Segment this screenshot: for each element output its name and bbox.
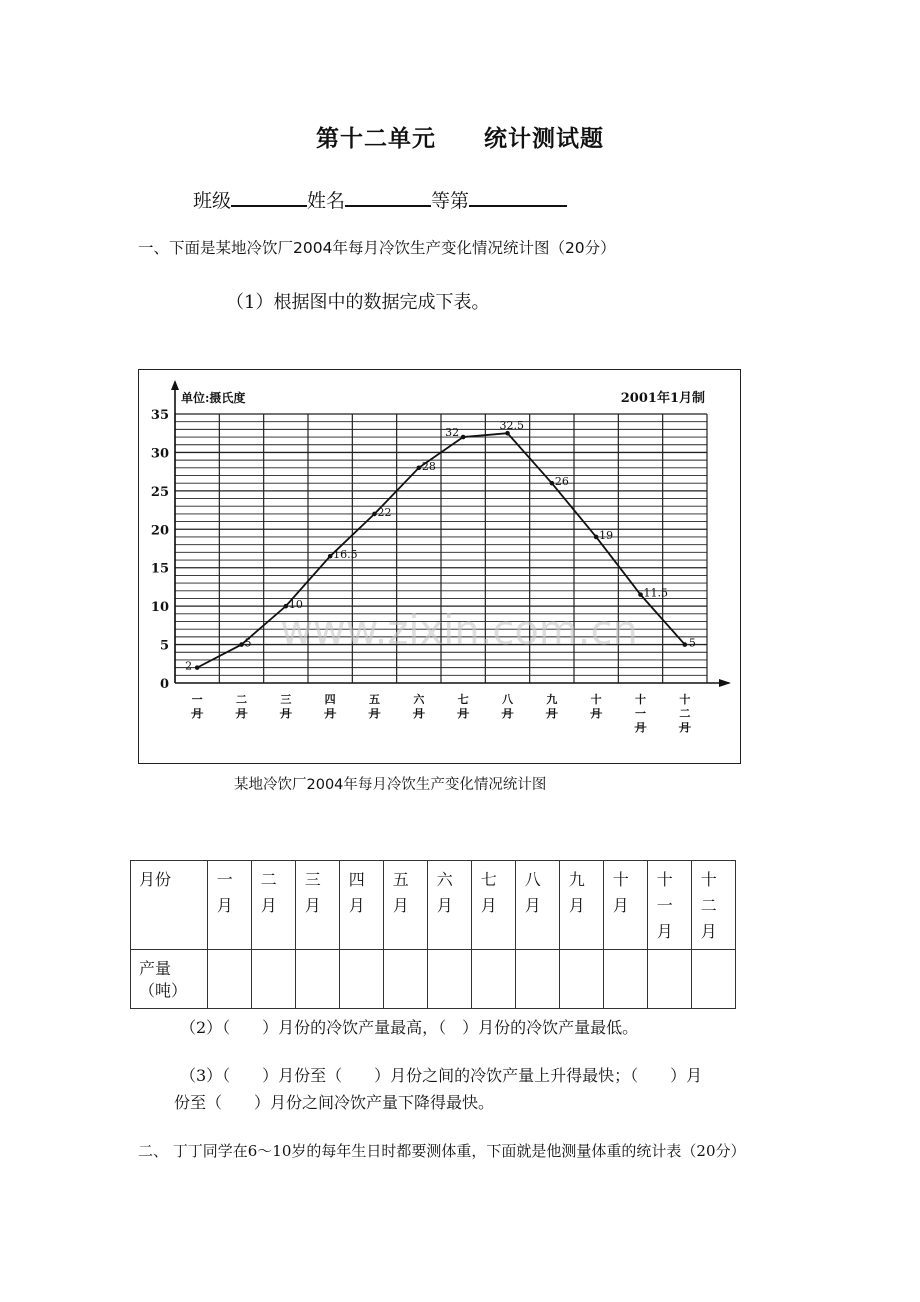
- data-point: [638, 592, 643, 597]
- data-label: 5: [688, 636, 696, 650]
- month-cell: [560, 861, 604, 950]
- data-label: 16.5: [333, 548, 358, 562]
- data-label: 32: [445, 426, 460, 440]
- data-point: [683, 642, 688, 647]
- month-cell-char: 二: [260, 870, 277, 889]
- month-cell-char: 九: [568, 870, 585, 889]
- output-input-cell[interactable]: [208, 950, 252, 1009]
- x-tick-label: 八: [502, 693, 513, 706]
- data-label: 32.5: [499, 419, 524, 433]
- data-point: [284, 604, 289, 609]
- month-cell: [208, 861, 252, 950]
- data-label: 10: [288, 598, 303, 612]
- page-title: [0, 120, 920, 153]
- output-header-cell: [131, 950, 208, 1009]
- month-cell-char: 一: [656, 896, 673, 915]
- output-header: 产量: [139, 959, 172, 978]
- student-info-line: [193, 185, 567, 213]
- x-tick-label: 月: [679, 721, 691, 734]
- question-1-sub3-line2: 份至（ ）月份之间冷饮产量下降得最快。: [174, 1093, 495, 1112]
- month-cell-char: 七: [480, 870, 497, 889]
- y-axis-arrow: [171, 380, 179, 390]
- month-cell-char: 月: [524, 896, 541, 915]
- x-tick-label: 月: [413, 707, 425, 720]
- data-label: 11.5: [643, 586, 668, 600]
- x-tick-label: 十: [590, 693, 602, 706]
- month-cell-char: 二: [700, 896, 717, 915]
- month-cell: [648, 861, 692, 950]
- month-cell: [340, 861, 384, 950]
- data-point: [461, 435, 466, 440]
- month-cell-char: 月: [656, 922, 673, 941]
- data-point: [239, 642, 244, 647]
- y-tick-label: 35: [150, 408, 169, 423]
- month-cell: [296, 861, 340, 950]
- x-tick-label: 一: [635, 707, 646, 720]
- question-2-heading: 二、 丁丁同学在6～10岁的每年生日时都要测体重，下面就是他测量体重的统计表（20分）: [138, 1142, 746, 1160]
- x-tick-label: 七: [457, 693, 469, 706]
- output-input-cell[interactable]: [428, 950, 472, 1009]
- class-label: 班级: [193, 190, 232, 212]
- month-cell-char: 三: [304, 870, 321, 889]
- month-cell-char: 一: [216, 870, 233, 889]
- month-header-cell: [131, 861, 208, 950]
- x-axis-arrow: [719, 679, 731, 687]
- x-tick-label: 五: [369, 693, 380, 706]
- question-1-sub1: （1）根据图中的数据完成下表。: [226, 292, 490, 313]
- x-tick-label: 十: [679, 693, 691, 706]
- output-input-cell[interactable]: [296, 950, 340, 1009]
- output-input-cell[interactable]: [692, 950, 736, 1009]
- x-tick-label: 九: [546, 693, 558, 706]
- x-tick-label: 月: [590, 707, 602, 720]
- month-cell-char: 四: [348, 870, 365, 889]
- data-label: 28: [421, 459, 436, 473]
- data-point: [372, 512, 377, 517]
- title-subject: 统计测试题: [484, 125, 604, 152]
- data-label: 2: [185, 659, 193, 673]
- data-point: [417, 466, 422, 471]
- output-input-cell[interactable]: [604, 950, 648, 1009]
- output-input-cell[interactable]: [560, 950, 604, 1009]
- month-cell-char: 月: [348, 896, 365, 915]
- month-cell: [604, 861, 648, 950]
- x-tick-label: 一: [191, 693, 203, 706]
- month-cell-char: 六: [436, 870, 453, 889]
- month-cell: [428, 861, 472, 950]
- month-cell-char: 月: [480, 896, 497, 915]
- x-tick-label: 月: [635, 721, 646, 734]
- month-cell-char: 月: [436, 896, 453, 915]
- month-cell: [692, 861, 736, 950]
- output-input-cell[interactable]: [252, 950, 296, 1009]
- question-1-heading: 一、下面是某地冷饮厂2004年每月冷饮生产变化情况统计图（20分）: [138, 239, 616, 257]
- month-cell-char: 十: [700, 870, 717, 889]
- data-point: [550, 481, 555, 486]
- name-blank[interactable]: [345, 185, 431, 207]
- month-cell-char: 月: [216, 896, 233, 915]
- unit-label: 单位:摄氏度: [181, 391, 246, 405]
- title-unit: 第十二单元: [316, 125, 436, 152]
- month-cell: [516, 861, 560, 950]
- month-cell-char: 八: [524, 870, 541, 889]
- x-tick-label: 二: [236, 693, 247, 706]
- month-cell-char: 十: [656, 870, 673, 889]
- month-header: 月份: [139, 870, 172, 889]
- x-tick-label: 月: [280, 707, 292, 720]
- x-tick-label: 四: [324, 693, 336, 706]
- y-tick-label: 15: [150, 561, 169, 577]
- question-1-sub2: （2）（ ）月份的冷饮产量最高，（ ）月份的冷饮产量最低。: [180, 1018, 639, 1037]
- data-point: [328, 554, 333, 559]
- output-input-cell[interactable]: [384, 950, 428, 1009]
- x-tick-label: 月: [546, 707, 558, 720]
- chart-frame: [138, 369, 741, 764]
- x-tick-label: 十: [635, 693, 646, 706]
- data-label: 5: [244, 636, 252, 650]
- question-1-sub3-line1: （3）（ ）月份至（ ）月份之间的冷饮产量上升得最快；（ ）月: [180, 1066, 703, 1085]
- month-cell-char: 月: [700, 922, 717, 941]
- output-input-cell[interactable]: [472, 950, 516, 1009]
- data-label: 26: [554, 475, 569, 489]
- month-cell-char: 月: [612, 896, 629, 915]
- x-tick-label: 月: [502, 707, 513, 720]
- output-input-cell[interactable]: [516, 950, 560, 1009]
- data-label: 22: [377, 505, 392, 519]
- x-tick-label: 二: [679, 707, 691, 720]
- month-cell-char: 月: [304, 896, 321, 915]
- output-unit: （吨）: [139, 981, 188, 1000]
- y-tick-label: 10: [150, 600, 169, 616]
- x-tick-label: 月: [191, 707, 203, 720]
- month-cell-char: 月: [392, 896, 409, 915]
- grade-label: 等第: [431, 190, 470, 212]
- y-tick-label: 0: [159, 677, 169, 692]
- data-point: [594, 535, 599, 540]
- month-cell-char: 五: [392, 870, 409, 889]
- month-cell-char: 月: [260, 896, 277, 915]
- x-tick-label: 月: [236, 707, 247, 720]
- x-tick-label: 六: [413, 693, 425, 706]
- month-cell: [472, 861, 516, 950]
- production-table: [130, 860, 736, 1009]
- x-tick-label: 月: [369, 707, 380, 720]
- y-tick-label: 5: [159, 638, 169, 654]
- output-input-cell[interactable]: [648, 950, 692, 1009]
- x-tick-label: 月: [457, 707, 469, 720]
- grade-blank[interactable]: [469, 185, 567, 207]
- output-input-cell[interactable]: [340, 950, 384, 1009]
- month-cell: [252, 861, 296, 950]
- month-cell: [384, 861, 428, 950]
- month-cell-char: 月: [568, 896, 585, 915]
- line-chart: [139, 370, 739, 762]
- chart-note: 2001年1月制: [620, 391, 705, 406]
- class-blank[interactable]: [231, 185, 307, 207]
- y-tick-label: 20: [150, 523, 169, 539]
- x-tick-label: 三: [280, 693, 292, 706]
- chart-caption: 某地冷饮厂2004年每月冷饮生产变化情况统计图: [234, 777, 547, 793]
- y-tick-label: 25: [150, 484, 169, 500]
- data-point: [195, 665, 200, 670]
- watermark: www.zixin.com.cn: [280, 608, 638, 654]
- y-tick-label: 30: [150, 446, 169, 462]
- name-label: 姓名: [307, 190, 346, 212]
- data-label: 19: [599, 528, 614, 542]
- month-cell-char: 十: [612, 870, 629, 889]
- x-tick-label: 月: [324, 707, 336, 720]
